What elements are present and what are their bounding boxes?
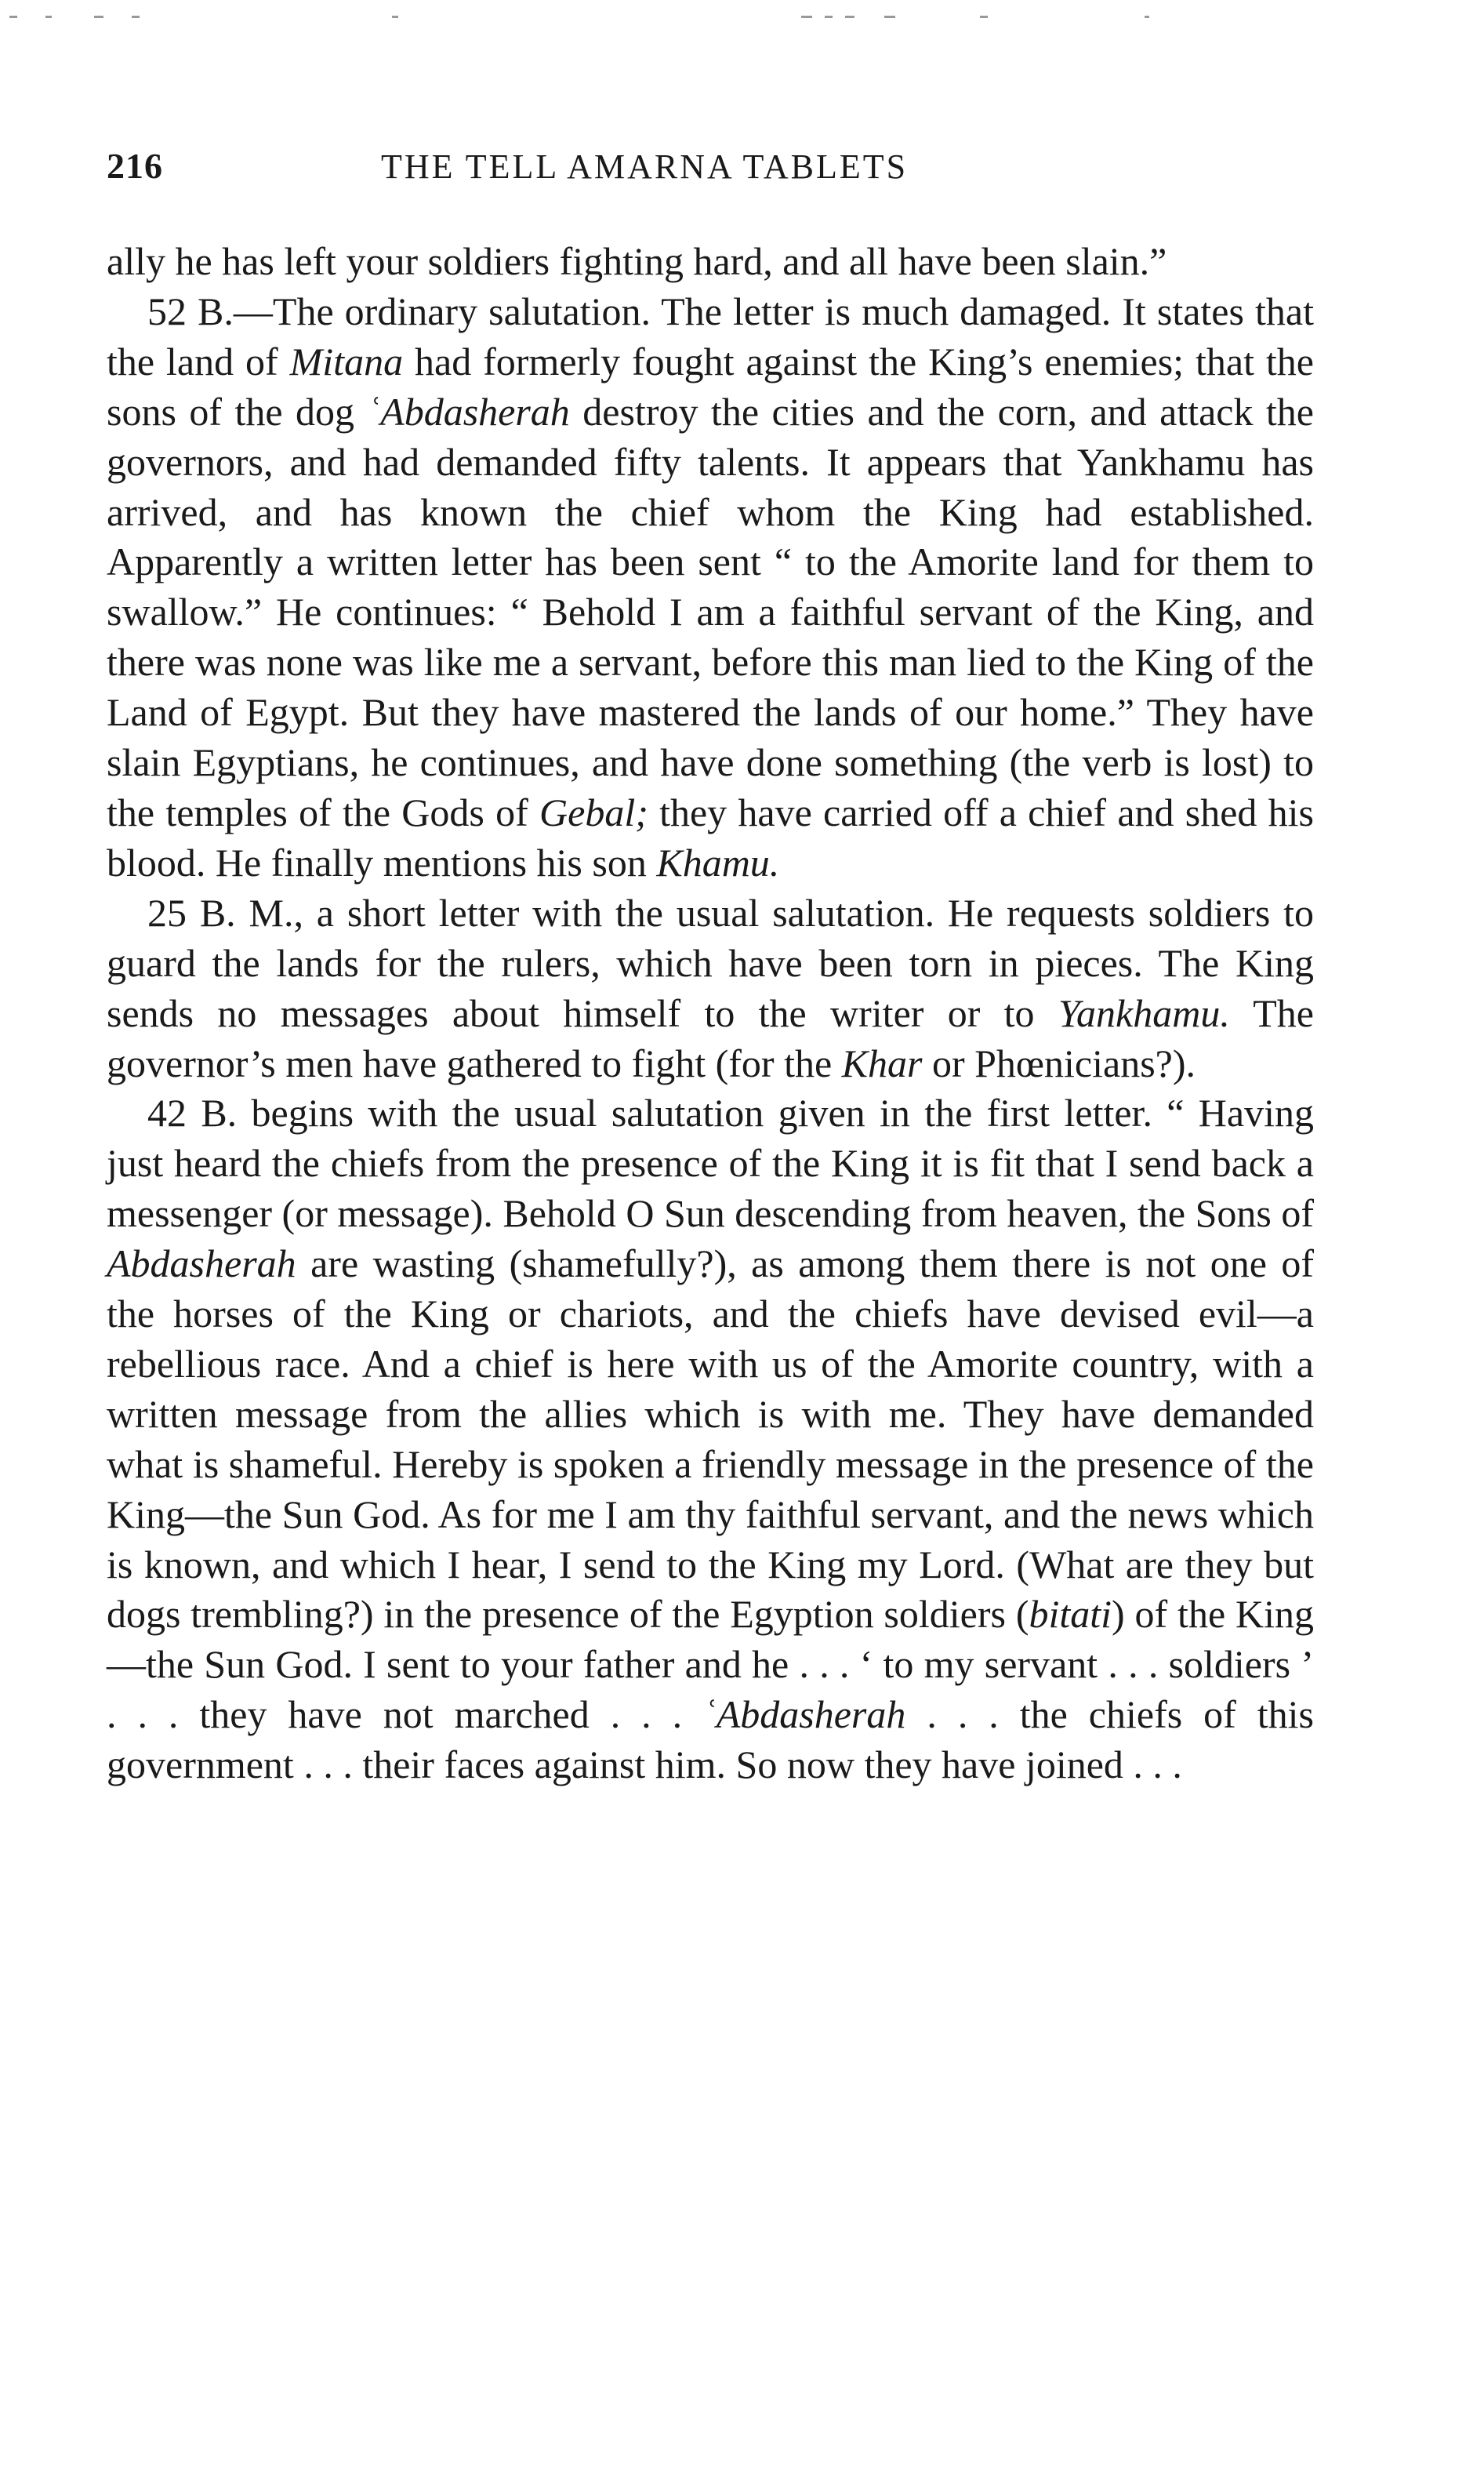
text-span: 25 B. M., a short letter with the usual salutation. He requests soldiers to guard the lands for the rulers, which have been torn in pieces. The King sends no messages about himself to the writer or to bbox=[107, 890, 1314, 1035]
running-head bbox=[107, 145, 1314, 200]
text-span: The governor’s men have gathered to fight (for the bbox=[107, 990, 1314, 1085]
text-span: had formerly fought against the King’s enemies; that the sons of the dog bbox=[107, 339, 1314, 434]
body-text bbox=[107, 237, 1314, 1790]
italic-text: Khamu. bbox=[656, 840, 780, 885]
text-span: or Phœnicians?). bbox=[922, 1041, 1196, 1085]
paragraph bbox=[107, 287, 1314, 888]
text-span: 42 B. begins with the usual salutation given in the first letter. “ Having just heard the chiefs from the presence of the King it is fit that I send back a messenger (or message). Behold O Sun descending from heaven, the Sons of bbox=[107, 1091, 1314, 1236]
paragraph bbox=[107, 237, 1314, 287]
paragraph bbox=[107, 888, 1314, 1089]
text-span: . . . the chiefs of this government . . . their faces against him. So now they have joined . . . bbox=[107, 1692, 1314, 1787]
italic-text: bitati bbox=[1029, 1592, 1112, 1637]
text-span: destroy the cities and the corn, and attack the governors, and had demanded fifty talents. It appears that Yankhamu has arrived, and has known the chief whom the King had established. Apparently a written letter has been sent “ to the Amorite land for them to swallow.” He continues: “ Behold I am a faithful servant of the King, and there was none was like me a servant, before this man lied to the King of the Land of Egypt. But they have mastered the lands of our home.” They have slain Egyptians, he continues, and have done something (the verb is lost) to the temples of the Gods of bbox=[107, 389, 1314, 834]
text-span: they have carried off a chief and shed his blood. He finally mentions his son bbox=[107, 790, 1314, 885]
italic-text: ʿAbdasherah bbox=[703, 1692, 906, 1737]
paragraph bbox=[107, 1088, 1314, 1790]
text-span: are wasting (shamefully?), as among them there is not one of the horses of the King or chariots, and the chiefs have devised evil—a rebellious race. And a chief is here with us of the Amorite country, with a written message from the allies which is with me. They have demanded what is shameful. Hereby is spoken a friendly message in the presence of the King—the Sun God. As for me I am thy faithful servant, and the news which is known, and which I hear, I send to the King my Lord. (What are they but dogs trembling?) in the presence of the Egyption soldiers ( bbox=[107, 1241, 1314, 1637]
text-span: ) of the King—the Sun God. I sent to your father and he . . . ‘ to my servant . . . soldiers ’ . . . they have not marched . . . bbox=[107, 1592, 1314, 1737]
italic-text: Mitana bbox=[289, 339, 404, 383]
italic-text: Abdasherah bbox=[107, 1241, 296, 1286]
italic-text: ʿAbdasherah bbox=[367, 389, 570, 434]
italic-text: Khar bbox=[841, 1041, 923, 1085]
running-title: THE TELL AMARNA TABLETS bbox=[381, 147, 909, 186]
italic-text: Yankhamu. bbox=[1058, 990, 1230, 1035]
scan-edge-marks bbox=[0, 16, 1484, 24]
italic-text: Gebal; bbox=[539, 790, 648, 834]
text-span: ally he has left your soldiers fighting hard, and all have been slain.” bbox=[107, 239, 1167, 283]
page-number: 216 bbox=[107, 146, 163, 186]
text-span: 52 B.—The ordinary salutation. The letter is much damaged. It states that the land of bbox=[107, 289, 1314, 383]
